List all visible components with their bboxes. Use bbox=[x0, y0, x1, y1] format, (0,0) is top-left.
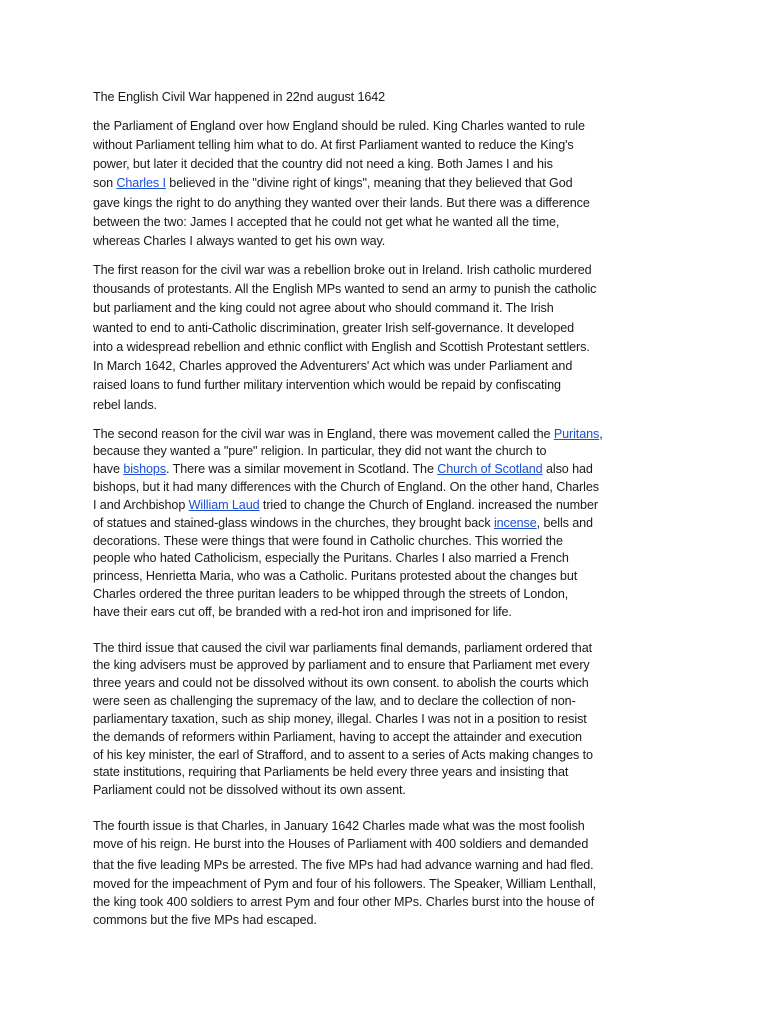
text-run: bishops, but it had many differences with the Church of England. On the other hand, Charles bbox=[93, 480, 599, 494]
text-run: state institutions, requiring that Parliaments be held every three years and insisting that bbox=[93, 765, 569, 779]
text-run: but parliament and the king could not agree about who should command it. The Irish bbox=[93, 301, 554, 315]
text-run: were seen as challenging the supremacy of the law, and to declare the collection of non- bbox=[93, 694, 576, 708]
text-run: commons but the five MPs had escaped. bbox=[93, 913, 317, 927]
text-line bbox=[93, 137, 574, 153]
hyperlink[interactable]: William Laud bbox=[188, 498, 260, 512]
text-line bbox=[93, 300, 554, 316]
text-run: . There was a similar movement in Scotland. The bbox=[166, 462, 438, 476]
hyperlink[interactable]: Charles I bbox=[116, 176, 166, 190]
text-run: son bbox=[93, 176, 117, 190]
text-line bbox=[93, 281, 596, 297]
text-line bbox=[93, 604, 512, 620]
text-line bbox=[93, 857, 594, 873]
text-run: The third issue that caused the civil war parliaments final demands, parliament ordered that bbox=[93, 641, 593, 655]
text-run: , bells and bbox=[536, 516, 593, 530]
text-run: gave kings the right to do anything they wanted over their lands. But there was a difference bbox=[93, 196, 590, 210]
text-run: of statues and stained-glass windows in the churches, they brought back bbox=[93, 516, 494, 530]
text-line bbox=[93, 640, 592, 656]
text-line bbox=[93, 214, 559, 230]
text-run: tried to change the Church of England. increased the number bbox=[259, 498, 598, 512]
text-run: parliamentary taxation, such as ship money, illegal. Charles I was not in a position to resist bbox=[93, 712, 587, 726]
text-line bbox=[93, 377, 561, 393]
text-run: the demands of reformers within Parliament, having to accept the attainder and execution bbox=[93, 730, 582, 744]
text-line bbox=[93, 533, 563, 549]
text-run: into a widespread rebellion and ethnic conflict with English and Scottish Protestant settlers. bbox=[93, 340, 590, 354]
text-run: Parliament could not be dissolved without its own assent. bbox=[93, 783, 406, 797]
text-line bbox=[93, 894, 594, 910]
hyperlink[interactable]: Church of Scotland bbox=[437, 462, 543, 476]
text-run: wanted to end to anti-Catholic discrimination, greater Irish self-governance. It developed bbox=[93, 321, 575, 335]
text-run: move of his reign. He burst into the Houses of Parliament with 400 soldiers and demanded bbox=[93, 837, 589, 851]
text-line bbox=[93, 764, 568, 780]
text-run: have their ears cut off, be branded with a red-hot iron and imprisoned for life. bbox=[93, 605, 512, 619]
text-line bbox=[93, 320, 574, 336]
text-line bbox=[93, 747, 593, 763]
text-line bbox=[93, 443, 546, 459]
text-run: rebel lands. bbox=[93, 398, 157, 412]
text-line bbox=[93, 339, 590, 355]
text-run: believed in the "divine right of kings", meaning that they believed that God bbox=[165, 176, 573, 190]
text-run: between the two: James I accepted that he could not get what he wanted all the time, bbox=[93, 215, 560, 229]
text-line bbox=[93, 118, 585, 134]
text-line bbox=[93, 195, 590, 211]
text-run: thousands of protestants. All the English MPs wanted to send an army to punish the catholic bbox=[93, 282, 597, 296]
text-run: raised loans to fund further military intervention which would be repaid by confiscating bbox=[93, 378, 561, 392]
text-line bbox=[93, 818, 585, 834]
hyperlink[interactable]: bishops bbox=[123, 462, 167, 476]
text-line bbox=[93, 233, 385, 249]
text-line bbox=[93, 675, 589, 691]
text-run: that the five leading MPs be arrested. The five MPs had had advance warning and had fled. bbox=[93, 858, 594, 872]
text-run: also had bbox=[542, 462, 593, 476]
text-line bbox=[93, 515, 593, 531]
text-run: I and Archbishop bbox=[93, 498, 189, 512]
text-line bbox=[93, 461, 593, 477]
text-line bbox=[93, 397, 157, 413]
text-run: Charles ordered the three puritan leaders to be whipped through the streets of London, bbox=[93, 587, 569, 601]
text-line bbox=[93, 568, 577, 584]
text-run: the king advisers must be approved by parliament and to ensure that Parliament met every bbox=[93, 658, 590, 672]
text-line bbox=[93, 912, 317, 928]
text-run: three years and could not be dissolved without its own consent. to abolish the courts which bbox=[93, 676, 589, 690]
text-line bbox=[93, 175, 573, 191]
text-run: The second reason for the civil war was in England, there was movement called the bbox=[93, 427, 554, 441]
text-run: The first reason for the civil war was a rebellion broke out in Ireland. Irish catholic murdered bbox=[93, 263, 592, 277]
text-line bbox=[93, 836, 588, 852]
text-run: princess, Henrietta Maria, who was a Catholic. Puritans protested about the changes but bbox=[93, 569, 578, 583]
text-run: the king took 400 soldiers to arrest Pym and four other MPs. Charles burst into the house of bbox=[93, 895, 595, 909]
text-run: people who hated Catholicism, especially the Puritans. Charles I also married a French bbox=[93, 551, 569, 565]
document-title: The English Civil War happened in 22nd august 1642 bbox=[93, 90, 386, 104]
text-run: whereas Charles I always wanted to get his own way. bbox=[93, 234, 386, 248]
text-run: , bbox=[599, 427, 603, 441]
text-line bbox=[93, 782, 406, 798]
text-line bbox=[93, 358, 572, 374]
text-line bbox=[93, 876, 596, 892]
text-run: without Parliament telling him what to do. At first Parliament wanted to reduce the King's bbox=[93, 138, 574, 152]
text-run: moved for the impeachment of Pym and four of his followers. The Speaker, William Lenthall, bbox=[93, 877, 597, 891]
text-run: of his key minister, the earl of Strafford, and to assent to a series of Acts making changes to bbox=[93, 748, 593, 762]
text-line bbox=[93, 426, 603, 442]
text-run: The fourth issue is that Charles, in January 1642 Charles made what was the most foolish bbox=[93, 819, 585, 833]
text-line bbox=[93, 497, 598, 513]
text-run: the Parliament of England over how England should be ruled. King Charles wanted to rule bbox=[93, 119, 585, 133]
text-run: decorations. These were things that were found in Catholic churches. This worried the bbox=[93, 534, 563, 548]
text-line bbox=[93, 711, 587, 727]
text-line bbox=[93, 693, 576, 709]
hyperlink[interactable]: Puritans bbox=[553, 427, 600, 441]
text-line bbox=[93, 729, 582, 745]
text-run: In March 1642, Charles approved the Adventurers' Act which was under Parliament and bbox=[93, 359, 573, 373]
text-line bbox=[93, 156, 553, 172]
text-run: have bbox=[93, 462, 124, 476]
text-line bbox=[93, 657, 590, 673]
text-line bbox=[93, 550, 569, 566]
text-run: because they wanted a "pure" religion. In particular, they did not want the church to bbox=[93, 444, 547, 458]
text-line bbox=[93, 586, 568, 602]
text-run: power, but later it decided that the country did not need a king. Both James I and his bbox=[93, 157, 553, 171]
text-line bbox=[93, 479, 599, 495]
hyperlink[interactable]: incense bbox=[493, 516, 537, 530]
text-line bbox=[93, 262, 592, 278]
